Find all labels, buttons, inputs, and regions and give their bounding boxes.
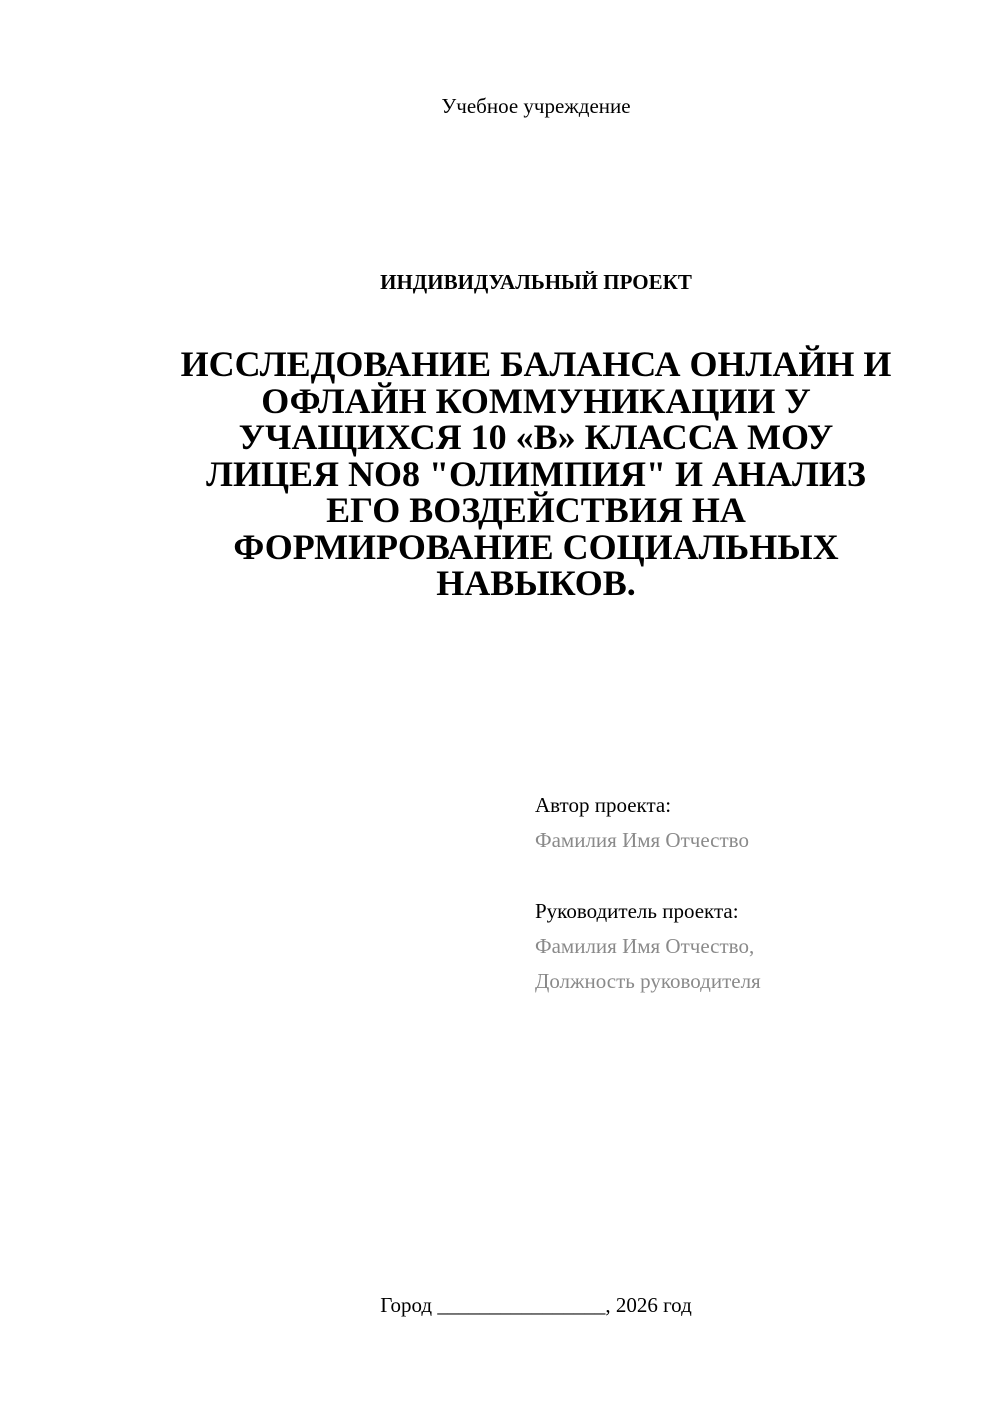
author-name: Фамилия Имя Отчество <box>535 828 749 852</box>
project-title-line: ОФЛАЙН КОММУНИКАЦИИ У <box>261 380 811 421</box>
project-title-line: ЛИЦЕЯ NO8 "ОЛИМПИЯ" И АНАЛИЗ <box>206 453 866 494</box>
city-year-line: Город ________________, 2026 год <box>380 1293 692 1317</box>
author-label: Автор проекта: <box>535 793 672 817</box>
supervisor-position: Должность руководителя <box>535 969 761 993</box>
project-title-line: ИССЛЕДОВАНИЕ БАЛАНСА ОНЛАЙН И <box>180 344 892 384</box>
project-title <box>150 346 922 602</box>
supervisor-name: Фамилия Имя Отчество, <box>535 934 755 958</box>
institution-name: Учебное учреждение <box>441 94 631 118</box>
supervisor-label: Руководитель проекта: <box>535 899 739 923</box>
project-title-line: ФОРМИРОВАНИЕ СОЦИАЛЬНЫХ <box>233 526 839 567</box>
project-people-block <box>535 788 975 999</box>
project-title-line: ЕГО ВОЗДЕЙСТВИЯ НА <box>326 490 746 530</box>
project-title-line: УЧАЩИХСЯ 10 «В» КЛАССА МОУ <box>238 417 834 457</box>
project-title-line: НАВЫКОВ. <box>436 563 636 603</box>
project-type-heading: ИНДИВИДУАЛЬНЫЙ ПРОЕКТ <box>380 270 692 294</box>
